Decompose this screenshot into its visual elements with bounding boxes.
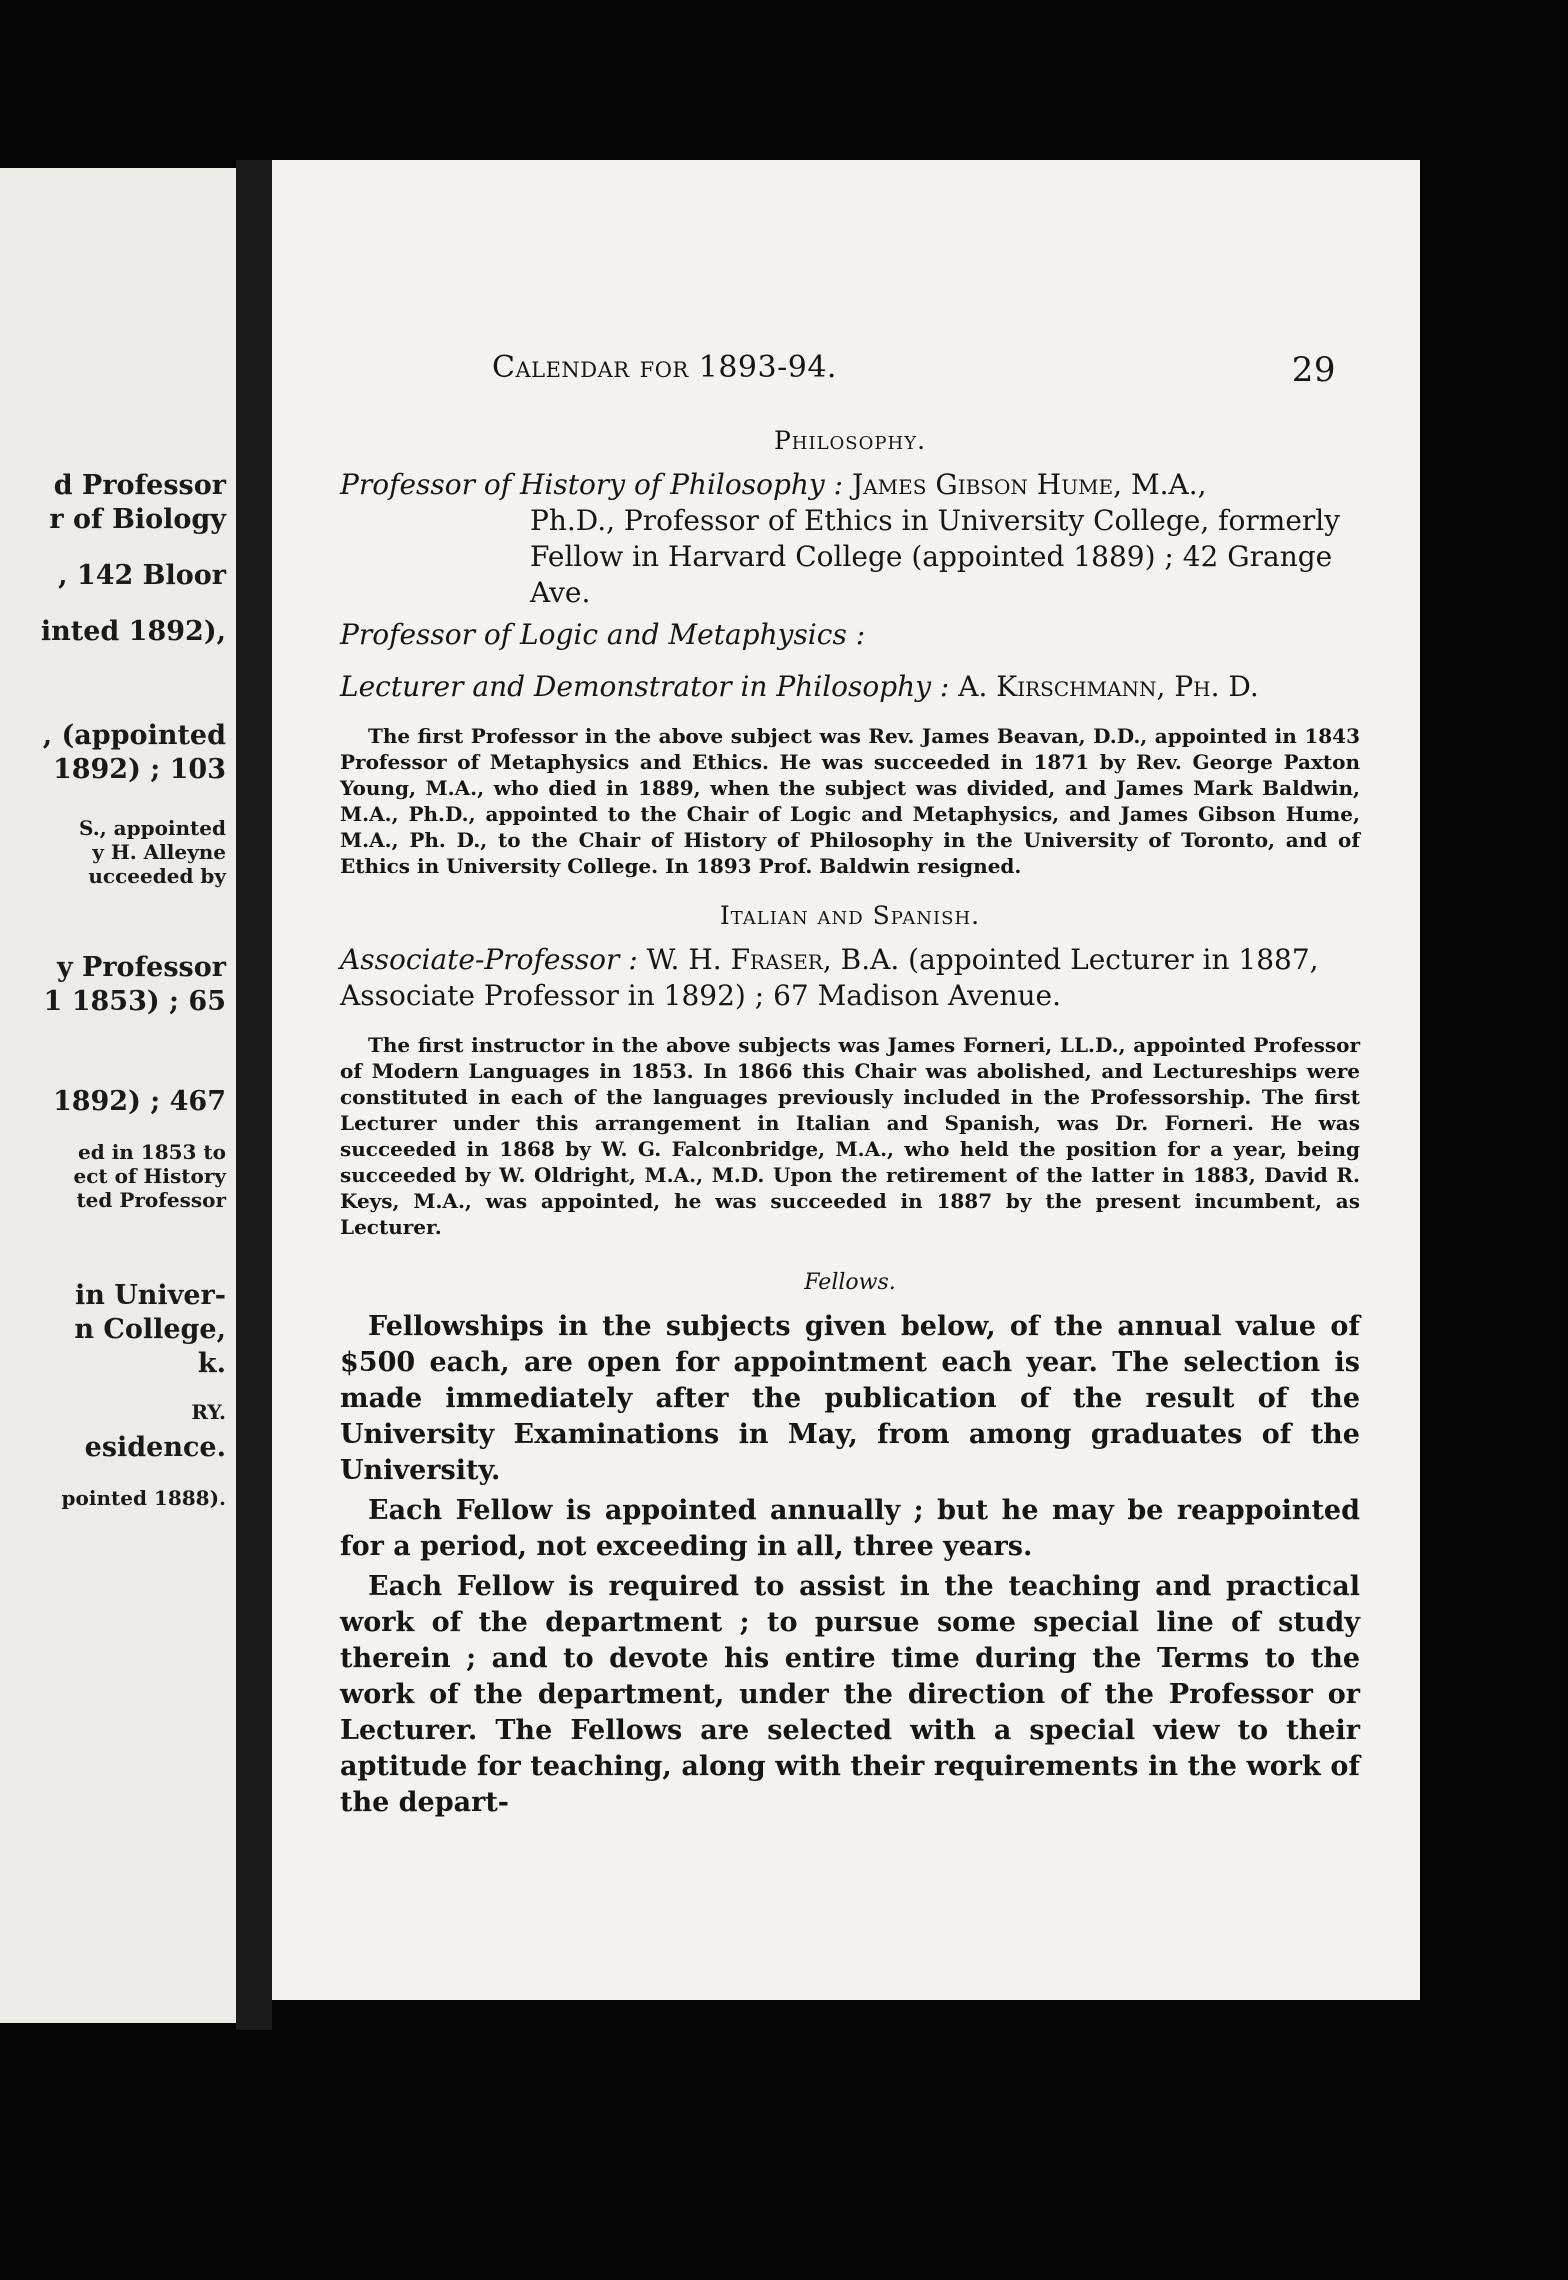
left-fragment: y Professor — [56, 952, 226, 983]
staff-role: Professor of History of Philosophy : — [340, 468, 844, 501]
left-fragment: , (appointed — [42, 720, 226, 751]
left-fragment: ed in 1853 to — [78, 1140, 226, 1164]
left-page-edge — [0, 168, 236, 2023]
staff-entry — [340, 942, 1360, 1014]
left-fragment: pointed 1888). — [61, 1486, 226, 1510]
left-fragment: 1892) ; 103 — [52, 754, 226, 785]
book-page — [272, 160, 1420, 2000]
left-fragment: k. — [197, 1348, 226, 1379]
left-fragment: ucceeded by — [88, 864, 226, 888]
left-fragment: 1892) ; 467 — [52, 1086, 226, 1117]
staff-role: Lecturer and Demonstrator in Philosophy : — [340, 670, 950, 703]
section-heading-italian-spanish: Italian and Spanish. — [719, 901, 981, 930]
book-spine — [236, 160, 272, 2030]
staff-entry — [340, 467, 1360, 611]
left-fragment: RY. — [191, 1400, 226, 1424]
staff-role: Professor of Logic and Metaphysics : — [340, 618, 866, 651]
left-fragment: , 142 Bloor — [58, 560, 226, 591]
page-number: 29 — [1291, 350, 1336, 390]
left-fragment: esidence. — [84, 1432, 226, 1463]
running-head — [340, 350, 1360, 404]
staff-name: A. Kirschmann, Ph. D. — [958, 670, 1259, 703]
history-note: The first instructor in the above subjects was James Forneri, LL.D., appointed Professor of Modern Languages in 1853. In 1866 this Chair was abolished, and Lectureships were constituted in each of the languages previously included in the Professorship. The first Lecturer under this arrangement in Italian and Spanish, was Dr. Forneri. He was succeeded in 1868 by W. G. Falconbridge, M.A., who held the position for a year, being succeeded by W. Oldright, M.A., M.D. Upon the retirement of the latter in 1883, David R. Keys, M.A., was appointed, he was succeeded in 1887 by the present incumbent, as Lecturer. — [340, 1033, 1360, 1239]
staff-name: W. H. Fraser, B.A. — [646, 943, 900, 976]
body-paragraph: Each Fellow is appointed annually ; but he may be reappointed for a period, not exceeding in all, three years. — [340, 1495, 1360, 1562]
history-note: The first Professor in the above subject was Rev. James Beavan, D.D., appointed in 1843 Professor of Metaphysics and Ethics. He was succeeded in 1871 by Rev. George Paxton Young, M.A., who died in 1889, when the subject was divided, and James Mark Baldwin, M.A., Ph.D., appointed to the Chair of Logic and Metaphysics, and James Gibson Hume, M.A., Ph. D., to the Chair of History of Philosophy in the University of Toronto, and of Ethics in University College. In 1893 Prof. Baldwin resigned. — [340, 724, 1360, 878]
running-head-title: Calendar for 1893-94. — [492, 350, 837, 385]
left-fragment: r of Biology — [49, 504, 226, 535]
left-fragment: d Professor — [53, 470, 226, 501]
staff-entry — [340, 617, 1360, 653]
staff-detail: Ph.D., Professor of Ethics in University College, formerly Fellow in Harvard College (appointed 1889) ; 42 Grange Ave. — [530, 504, 1341, 609]
scan-border — [0, 2030, 1568, 2280]
left-fragment: ect of History — [73, 1164, 226, 1188]
left-fragment: ted Professor — [76, 1188, 226, 1212]
left-fragment: S., appointed — [79, 816, 226, 840]
section-heading-philosophy: Philosophy. — [773, 426, 927, 455]
staff-entry — [340, 669, 1360, 705]
body-paragraph: Each Fellow is required to assist in the teaching and practical work of the department ; to pursue some special line of study therein ; and to devote his entire time during the Terms to the work of the department, under the direction of the Professor or Lecturer. The Fellows are selected with a special view to their aptitude for teaching, along with their requirements in the work of the depart- — [340, 1571, 1360, 1818]
page-content — [340, 350, 1360, 1825]
staff-name: James Gibson Hume, M.A., — [851, 468, 1207, 501]
left-fragment: n College, — [74, 1314, 226, 1345]
left-fragment: in Univer- — [74, 1280, 226, 1311]
staff-detail: (appointed Lecturer in 1887, Associate Professor in 1892) ; 67 Madison Avenue. — [340, 943, 1319, 1012]
left-fragment: y H. Alleyne — [92, 840, 226, 864]
staff-role: Associate-Professor : — [340, 943, 638, 976]
body-paragraph: Fellowships in the subjects given below, of the annual value of $500 each, are open for appointment each year. The selection is made immediately after the publication of the result of the University Examinations in May, from among graduates of the University. — [340, 1311, 1360, 1486]
section-heading-fellows: Fellows. — [804, 1270, 896, 1295]
left-fragment: 1 1853) ; 65 — [43, 986, 226, 1017]
left-fragment: inted 1892), — [40, 616, 226, 647]
